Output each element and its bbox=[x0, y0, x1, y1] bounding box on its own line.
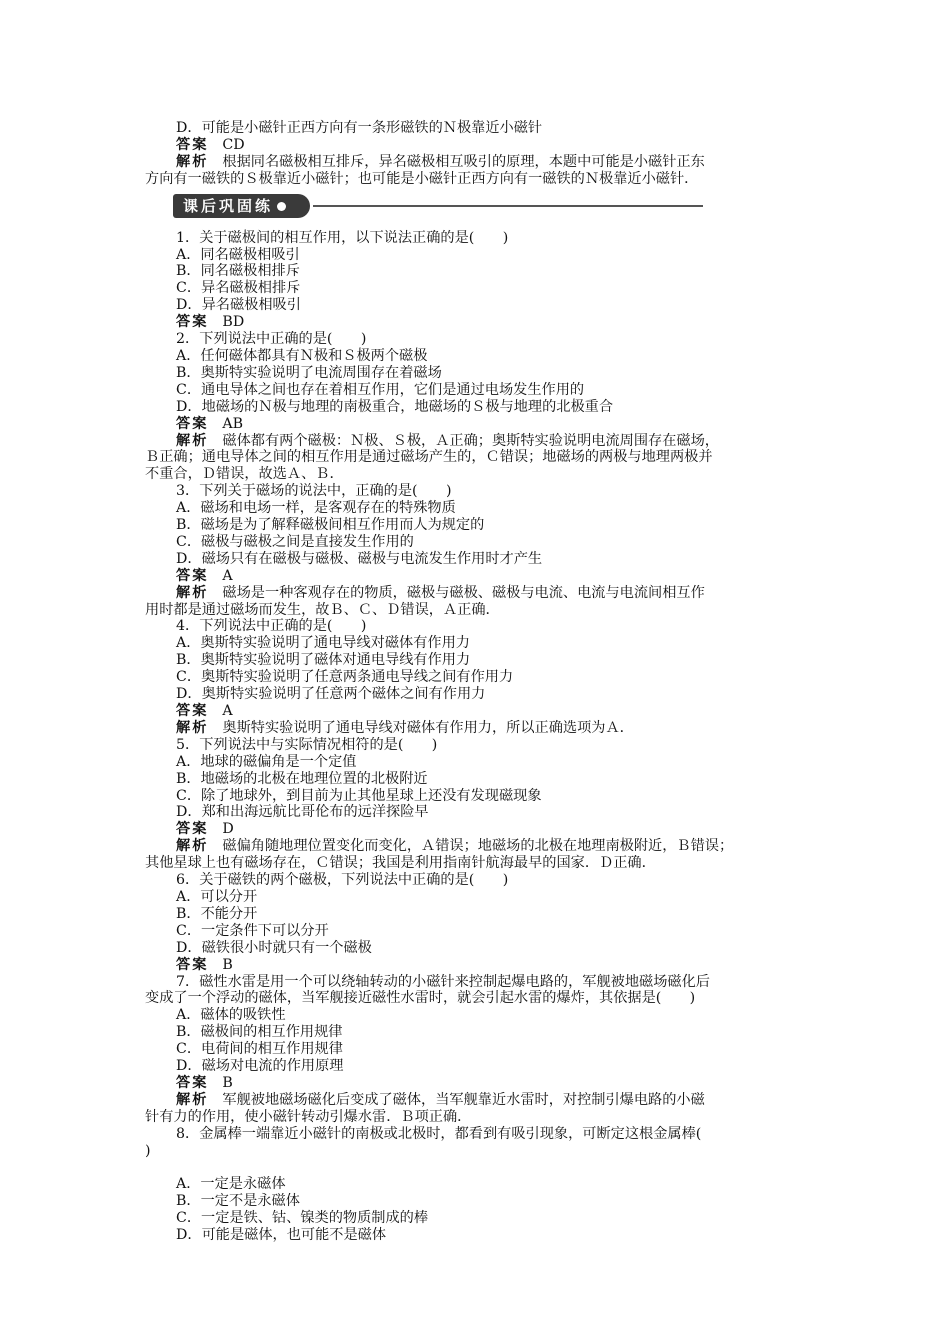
analysis-line bbox=[145, 433, 813, 450]
analysis-text: 军舰被地磁场磁化后变成了磁体，当军舰靠近水雷时，对控制引爆电路的小磁 bbox=[222, 1091, 705, 1108]
answer-line bbox=[145, 568, 813, 585]
question-stem: 6．关于磁铁的两个磁极，下列说法中正确的是( ) bbox=[176, 872, 509, 889]
analysis-text: 磁场是一种客观存在的物质，磁极与磁极、磁极与电流、电流与电流间相互作 bbox=[222, 584, 705, 601]
answer-line bbox=[145, 1075, 813, 1092]
analysis-continuation: 方向有一磁铁的Ｓ极靠近小磁针；也可能是小磁针正西方向有一磁铁的Ｎ极靠近小磁针． bbox=[145, 170, 699, 187]
section-rule bbox=[313, 205, 703, 207]
option-b: B．磁极间的相互作用规律 bbox=[176, 1024, 343, 1041]
option-d: D．可能是小磁针正西方向有一条形磁铁的Ｎ极靠近小磁针 bbox=[176, 120, 543, 136]
option-b: B．地磁场的北极在地理位置的北极附近 bbox=[176, 770, 428, 787]
analysis-text: 磁体都有两个磁极：Ｎ极、Ｓ极，Ａ正确；奥斯特实验说明电流周围存在磁场， bbox=[222, 432, 719, 449]
answer-label: 答案 bbox=[176, 821, 209, 838]
option-d: D．磁铁很小时就只有一个磁极 bbox=[176, 939, 372, 956]
option-d: D．磁场只有在磁极与磁极、磁极与电流发生作用时才产生 bbox=[176, 550, 543, 567]
option-a: A．可以分开 bbox=[176, 888, 258, 905]
answer-value: B bbox=[222, 956, 233, 973]
option-c: C．异名磁极相排斥 bbox=[176, 280, 301, 297]
analysis-label: 解析 bbox=[176, 153, 209, 170]
option-c: C．通电导体之间也存在着相互作用，它们是通过电场发生作用的 bbox=[176, 381, 585, 398]
question-stem: 8．金属棒一端靠近小磁针的南极或北极时，都看到有吸引现象，可断定这根金属棒( bbox=[176, 1125, 702, 1142]
answer-label: 答案 bbox=[176, 136, 209, 153]
question-stem: 2．下列说法中正确的是( ) bbox=[176, 331, 367, 348]
answer-label: 答案 bbox=[176, 703, 209, 719]
answer-value: BD bbox=[222, 314, 245, 331]
option-a: A．磁场和电场一样，是客观存在的特殊物质 bbox=[176, 500, 456, 517]
option-a: A．一定是永磁体 bbox=[176, 1176, 286, 1193]
option-a: A．同名磁极相吸引 bbox=[176, 246, 300, 263]
analysis-line bbox=[145, 720, 813, 737]
analysis-continuation: 不重合，Ｄ错误，故选Ａ、Ｂ． bbox=[145, 466, 344, 483]
option-b: B．一定不是永磁体 bbox=[176, 1193, 300, 1210]
option-d: D．磁场对电流的作用原理 bbox=[176, 1058, 344, 1075]
option-c: C．除了地球外，到目前为止其他星球上还没有发现磁现象 bbox=[176, 787, 542, 804]
bullet-dot-icon bbox=[277, 202, 286, 211]
option-a: A．任何磁体都具有Ｎ极和Ｓ极两个磁极 bbox=[176, 347, 428, 364]
answer-label: 答案 bbox=[176, 314, 209, 331]
answer-line bbox=[145, 821, 813, 838]
analysis-label: 解析 bbox=[176, 584, 209, 601]
answer-value: A bbox=[222, 567, 233, 584]
analysis-text: 奥斯特实验说明了通电导线对磁体有作用力，所以正确选项为Ａ． bbox=[222, 719, 634, 736]
analysis-text: 根据同名磁极相互排斥，异名磁极相互吸引的原理，本题中可能是小磁针正东 bbox=[222, 153, 705, 170]
option-c: C．一定是铁、钴、镍类的物质制成的棒 bbox=[176, 1210, 429, 1227]
analysis-label: 解析 bbox=[176, 1091, 209, 1108]
option-b: B．同名磁极相排斥 bbox=[176, 263, 300, 280]
option-b: B．奥斯特实验说明了电流周围存在着磁场 bbox=[176, 364, 442, 381]
analysis-label: 解析 bbox=[176, 432, 209, 449]
analysis-line bbox=[145, 154, 813, 171]
document-page bbox=[145, 120, 813, 1244]
option-c: C．一定条件下可以分开 bbox=[176, 922, 329, 939]
analysis-label: 解析 bbox=[176, 838, 209, 855]
answer-line bbox=[145, 957, 813, 974]
option-c: C．奥斯特实验说明了任意两条通电导线之间有作用力 bbox=[176, 669, 514, 686]
option-c: C．磁极与磁极之间是直接发生作用的 bbox=[176, 533, 414, 550]
answer-line bbox=[145, 416, 813, 433]
analysis-line bbox=[145, 1092, 813, 1109]
option-d: D．可能是磁体，也可能不是磁体 bbox=[176, 1227, 387, 1244]
option-a: A．奥斯特实验说明了通电导线对磁体有作用力 bbox=[176, 635, 470, 652]
answer-value: CD bbox=[222, 136, 245, 153]
answer-line bbox=[145, 703, 813, 720]
answer-value: AB bbox=[222, 415, 244, 432]
analysis-line bbox=[145, 838, 813, 855]
option-a: A．地球的磁偏角是一个定值 bbox=[176, 753, 357, 770]
answer-line bbox=[145, 137, 813, 154]
option-d: D．郑和出海远航比哥伦布的远洋探险早 bbox=[176, 804, 429, 821]
question-stem: 3．下列关于磁场的说法中，正确的是( ) bbox=[176, 483, 452, 500]
answer-value: A bbox=[222, 703, 233, 719]
question-stem: 5．下列说法中与实际情况相符的是( ) bbox=[176, 736, 438, 753]
option-c: C．电荷间的相互作用规律 bbox=[176, 1041, 343, 1058]
answer-line bbox=[145, 314, 813, 331]
option-b: B．磁场是为了解释磁极间相互作用而人为规定的 bbox=[176, 517, 485, 534]
analysis-continuation: 用时都是通过磁场而发生，故Ｂ、Ｃ、Ｄ错误，Ａ正确． bbox=[145, 601, 500, 618]
section-badge bbox=[173, 194, 310, 218]
analysis-continuation: Ｂ正确；通电导体之间的相互作用是通过磁场产生的，Ｃ错误；地磁场的两极与地理两极并 bbox=[145, 449, 713, 466]
option-d: D．异名磁极相吸引 bbox=[176, 297, 301, 314]
question-stem-continuation: 变成了一个浮动的磁体，当军舰接近磁性水雷时，就会引起水雷的爆炸，其依据是( ) bbox=[145, 990, 696, 1007]
answer-label: 答案 bbox=[176, 415, 209, 432]
answer-label: 答案 bbox=[176, 1074, 209, 1091]
section-title: 课后巩固练 bbox=[183, 196, 274, 215]
analysis-label: 解析 bbox=[176, 719, 209, 736]
section-header bbox=[173, 194, 813, 220]
option-d: D．奥斯特实验说明了任意两个磁体之间有作用力 bbox=[176, 686, 486, 703]
analysis-continuation: 针有力的作用，使小磁针转动引爆水雷．Ｂ项正确． bbox=[145, 1108, 472, 1125]
answer-value: B bbox=[222, 1074, 233, 1091]
question-stem-continuation: ) bbox=[145, 1142, 151, 1159]
answer-label: 答案 bbox=[176, 567, 209, 584]
option-b: B．不能分开 bbox=[176, 905, 258, 922]
option-a: A．磁体的吸铁性 bbox=[176, 1007, 286, 1024]
option-b: B．奥斯特实验说明了磁体对通电导线有作用力 bbox=[176, 652, 471, 669]
analysis-continuation: 其他星球上也有磁场存在，Ｃ错误；我国是利用指南针航海最早的国家．Ｄ正确． bbox=[145, 855, 656, 872]
option-d: D．地磁场的Ｎ极与地理的南极重合，地磁场的Ｓ极与地理的北极重合 bbox=[176, 398, 614, 415]
question-stem: 7．磁性水雷是用一个可以绕轴转动的小磁针来控制起爆电路的，军舰被地磁场磁化后 bbox=[176, 973, 710, 990]
answer-value: D bbox=[222, 821, 234, 838]
answer-label: 答案 bbox=[176, 956, 209, 973]
question-stem: 4．下列说法中正确的是( ) bbox=[176, 618, 367, 635]
analysis-line bbox=[145, 585, 813, 602]
question-stem: 1．关于磁极间的相互作用，以下说法正确的是( ) bbox=[176, 229, 509, 246]
analysis-text: 磁偏角随地理位置变化而变化，Ａ错误；地磁场的北极在地理南极附近，Ｂ错误； bbox=[222, 838, 734, 855]
